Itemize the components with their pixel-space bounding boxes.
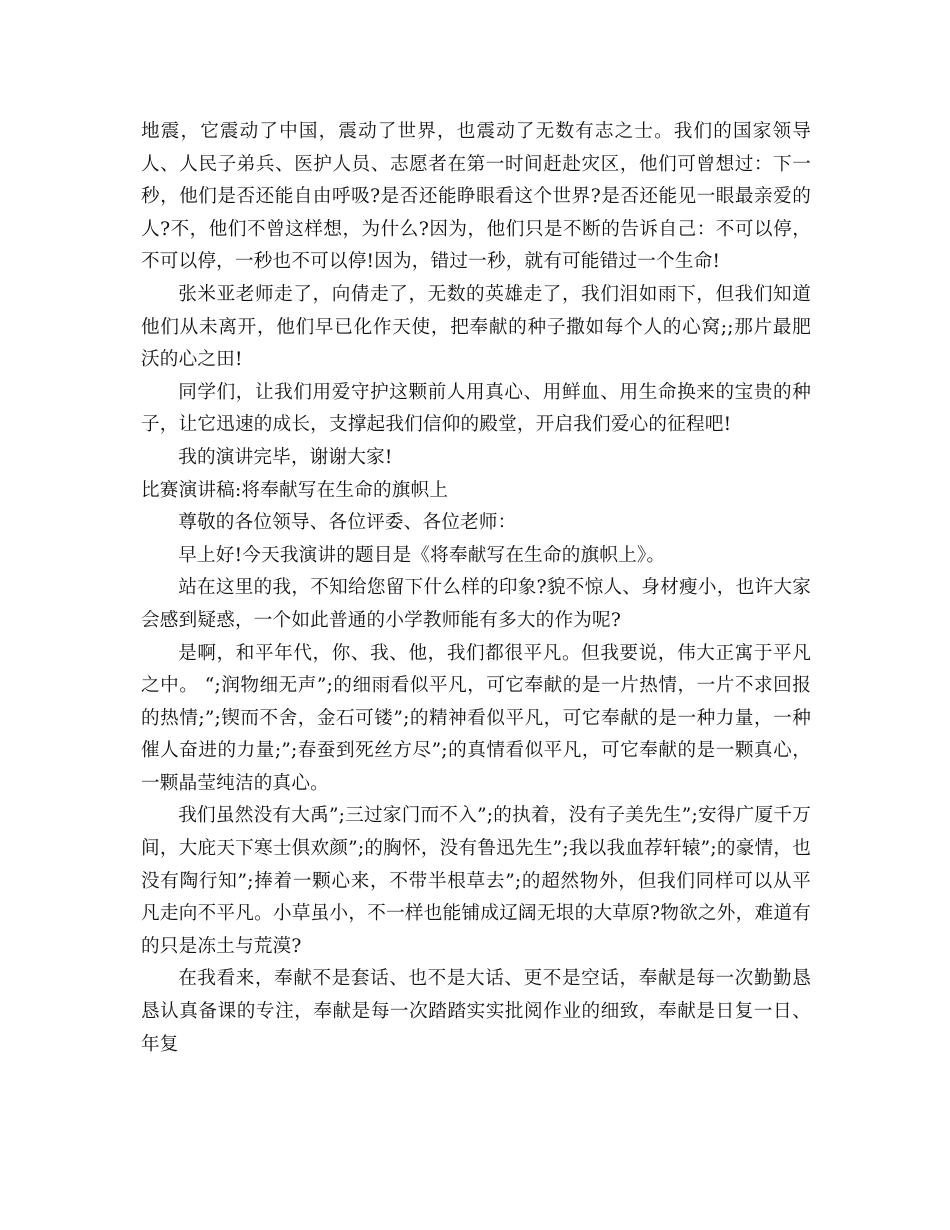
paragraph: 我们虽然没有大禹”;三过家门而不入”;的执着，没有子美先生”;安得广厦千万间，大庇天下寒士俱欢颜”;的胸怀，没有鲁迅先生”;我以我血荐轩辕”;的豪情，也没有陶行知”;捧着一颗心来，不带半根草去”;的超然物外，但我们同样可以从平凡走向不平凡。小草虽小，不一样也能铺成辽阔无垠的大草原?物欲之外，难道有的只是冻土与荒漠? xyxy=(141,805,811,957)
paragraph: 地震，它震动了中国，震动了世界，也震动了无数有志之士。我们的国家领导人、人民子弟兵、医护人员、志愿者在第一时间赶赴灾区，他们可曾想过：下一秒，他们是否还能自由呼吸?是否还能睁眼看这个世界?是否还能见一眼最亲爱的人?不，他们不曾这样想，为什么?因为，他们只是不断的告诉自己：不可以停，不可以停，一秒也不可以停!因为，错过一秒，就有可能错过一个生命! xyxy=(141,121,811,273)
body-text xyxy=(141,116,811,1061)
paragraph: 我的演讲完毕，谢谢大家! xyxy=(178,446,393,468)
salutation: 尊敬的各位领导、各位评委、各位老师： xyxy=(178,512,517,534)
section-title: 比赛演讲稿:将奉献写在生命的旗帜上 xyxy=(141,479,449,501)
paragraph: 是啊，和平年代，你、我、他，我们都很平凡。但我要说，伟大正寓于平凡之中。 “;润物细无声”;的细雨看似平凡，可它奉献的是一片热情，一片不求回报的热情;”;锲而不舍，金石可镂”;的精神看似平凡，可它奉献的是一种力量，一种催人奋进的力量;”;春蚕到死丝方尽”;的真情看似平凡，可它奉献的是一颗真心，一颗晶莹纯洁的真心。 xyxy=(141,642,811,794)
paragraph: 同学们，让我们用爱守护这颗前人用真心、用鲜血、用生命换来的宝贵的种子，让它迅速的成长，支撑起我们信仰的殿堂，开启我们爱心的征程吧! xyxy=(141,381,811,436)
paragraph: 站在这里的我，不知给您留下什么样的印象?貌不惊人、身材瘦小，也许大家会感到疑惑，一个如此普通的小学教师能有多大的作为呢? xyxy=(141,577,811,631)
paragraph: 早上好!今天我演讲的题目是《将奉献写在生命的旗帜上》。 xyxy=(178,544,666,566)
paragraph: 张米亚老师走了，向倩走了，无数的英雄走了，我们泪如雨下，但我们知道他们从未离开，他们早已化作天使，把奉献的种子撒如每个人的心窝;;那片最肥沃的心之田! xyxy=(141,283,811,371)
paragraph: 在我看来，奉献不是套话、也不是大话、更不是空话，奉献是每一次勤勤恳恳认真备课的专注，奉献是每一次踏踏实实批阅作业的细致，奉献是日复一日、年复 xyxy=(141,968,811,1055)
